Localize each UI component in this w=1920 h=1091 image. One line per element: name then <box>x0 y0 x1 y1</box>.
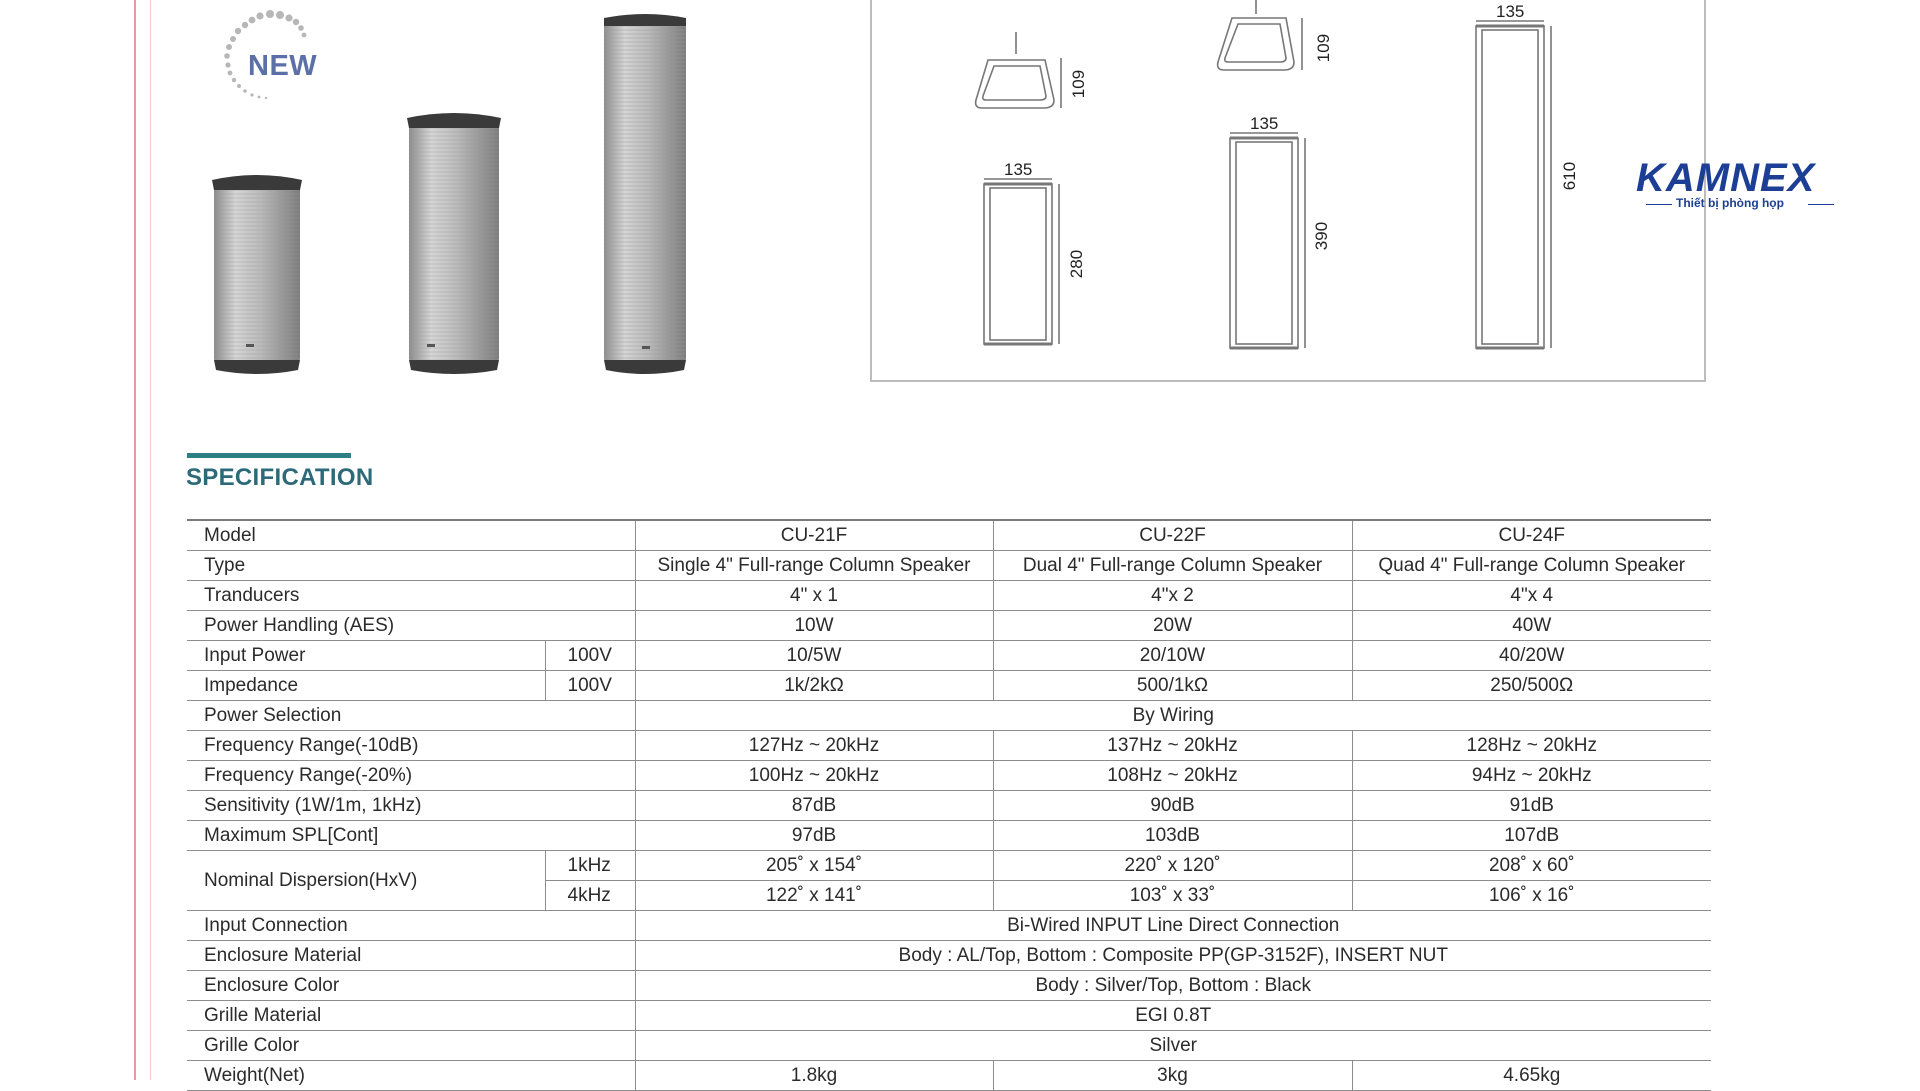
cell-cu21f: 97dB <box>635 821 993 851</box>
row-label: Input Connection <box>187 911 635 941</box>
row-label: Power Selection <box>187 701 635 731</box>
cell-cu24f: 128Hz ~ 20kHz <box>1352 731 1711 761</box>
margin-line <box>134 0 136 1080</box>
cell-cu22f: 90dB <box>993 791 1352 821</box>
row-label: Enclosure Material <box>187 941 635 971</box>
row-label: Frequency Range(-20%) <box>187 761 635 791</box>
table-row <box>187 1001 1711 1031</box>
table-row <box>187 1031 1711 1061</box>
dim-bracket-cu21f: 109 <box>1069 69 1089 99</box>
new-label: NEW <box>248 50 318 82</box>
cell-cu21f: 122˚ x 141˚ <box>635 881 993 911</box>
cell-all-models: Body : AL/Top, Bottom : Composite PP(GP-3152F), INSERT NUT <box>635 941 1711 971</box>
row-label: Maximum SPL[Cont] <box>187 821 635 851</box>
cell-cu24f: Quad 4" Full-range Column Speaker <box>1352 551 1711 581</box>
cell-cu22f: 20/10W <box>993 641 1352 671</box>
cell-cu22f: CU-22F <box>993 520 1352 551</box>
cell-all-models: By Wiring <box>635 701 1711 731</box>
row-label: Grille Color <box>187 1031 635 1061</box>
row-sublabel: 4kHz <box>545 881 635 911</box>
cell-cu24f: 94Hz ~ 20kHz <box>1352 761 1711 791</box>
row-label: Type <box>187 551 635 581</box>
table-row <box>187 520 1711 551</box>
dim-height-cu22f: 390 <box>1312 221 1332 251</box>
cell-cu21f: Single 4" Full-range Column Speaker <box>635 551 993 581</box>
logo-line-right <box>1808 204 1834 205</box>
table-row <box>187 671 1711 701</box>
cell-cu21f: 10/5W <box>635 641 993 671</box>
table-row <box>187 641 1711 671</box>
dim-height-cu21f: 280 <box>1067 249 1087 279</box>
table-row <box>187 761 1711 791</box>
table-row <box>187 581 1711 611</box>
row-label: Enclosure Color <box>187 971 635 1001</box>
cell-cu21f: CU-21F <box>635 520 993 551</box>
table-row <box>187 611 1711 641</box>
logo-tagline: Thiết bị phòng họp <box>1676 196 1784 210</box>
cell-cu21f: 4" x 1 <box>635 581 993 611</box>
speaker-cu24f-image <box>598 12 692 376</box>
table-row <box>187 971 1711 1001</box>
cell-all-models: Body : Silver/Top, Bottom : Black <box>635 971 1711 1001</box>
margin-line-secondary <box>150 0 151 1080</box>
kamnex-logo <box>1636 156 1840 212</box>
row-label: Frequency Range(-10dB) <box>187 731 635 761</box>
cell-cu22f: 108Hz ~ 20kHz <box>993 761 1352 791</box>
logo-line-left <box>1646 204 1672 205</box>
table-row <box>187 821 1711 851</box>
cell-cu24f: 40W <box>1352 611 1711 641</box>
row-sublabel: 1kHz <box>545 851 635 881</box>
cell-cu22f: 220˚ x 120˚ <box>993 851 1352 881</box>
cell-cu22f: 500/1kΩ <box>993 671 1352 701</box>
cell-all-models: EGI 0.8T <box>635 1001 1711 1031</box>
dim-bracket-cu22f: 109 <box>1314 33 1334 63</box>
cell-cu22f: 103dB <box>993 821 1352 851</box>
dim-width-cu21f: 135 <box>1004 160 1033 179</box>
row-sublabel: 100V <box>545 641 635 671</box>
table-row <box>187 1061 1711 1091</box>
row-label: Power Handling (AES) <box>187 611 635 641</box>
table-row <box>187 791 1711 821</box>
spec-heading-bar <box>187 453 351 458</box>
cell-cu24f: 107dB <box>1352 821 1711 851</box>
row-label: Impedance <box>187 671 545 701</box>
cell-cu22f: 4"x 2 <box>993 581 1352 611</box>
table-row <box>187 851 1711 881</box>
cell-cu22f: Dual 4" Full-range Column Speaker <box>993 551 1352 581</box>
cell-cu21f: 100Hz ~ 20kHz <box>635 761 993 791</box>
row-label: Model <box>187 520 635 551</box>
row-label: Grille Material <box>187 1001 635 1031</box>
row-label: Sensitivity (1W/1m, 1kHz) <box>187 791 635 821</box>
row-label: Weight(Net) <box>187 1061 635 1091</box>
cell-cu21f: 1.8kg <box>635 1061 993 1091</box>
cell-cu24f: 91dB <box>1352 791 1711 821</box>
cell-cu24f: 40/20W <box>1352 641 1711 671</box>
cell-cu21f: 87dB <box>635 791 993 821</box>
cell-cu24f: 106˚ x 16˚ <box>1352 881 1711 911</box>
cell-cu21f: 127Hz ~ 20kHz <box>635 731 993 761</box>
spec-table <box>187 519 1711 1091</box>
cell-cu22f: 3kg <box>993 1061 1352 1091</box>
dimension-drawing-box <box>870 0 1706 382</box>
dim-width-cu24f: 135 <box>1496 2 1525 21</box>
table-row <box>187 701 1711 731</box>
table-row <box>187 551 1711 581</box>
new-badge <box>210 6 330 106</box>
dimension-drawings <box>870 0 1706 382</box>
cell-cu21f: 205˚ x 154˚ <box>635 851 993 881</box>
cell-cu22f: 137Hz ~ 20kHz <box>993 731 1352 761</box>
dim-height-cu24f: 610 <box>1560 161 1580 191</box>
table-row <box>187 911 1711 941</box>
row-sublabel: 100V <box>545 671 635 701</box>
row-label: Tranducers <box>187 581 635 611</box>
logo-wordmark: KAMNEX <box>1636 156 1816 200</box>
cell-cu21f: 10W <box>635 611 993 641</box>
row-label: Input Power <box>187 641 545 671</box>
cell-cu24f: 250/500Ω <box>1352 671 1711 701</box>
cell-cu24f: 208˚ x 60˚ <box>1352 851 1711 881</box>
cell-all-models: Silver <box>635 1031 1711 1061</box>
cell-cu24f: CU-24F <box>1352 520 1711 551</box>
table-row <box>187 731 1711 761</box>
cell-all-models: Bi-Wired INPUT Line Direct Connection <box>635 911 1711 941</box>
row-label: Nominal Dispersion(HxV) <box>187 851 545 911</box>
cell-cu24f: 4.65kg <box>1352 1061 1711 1091</box>
cell-cu21f: 1k/2kΩ <box>635 671 993 701</box>
cell-cu22f: 103˚ x 33˚ <box>993 881 1352 911</box>
cell-cu22f: 20W <box>993 611 1352 641</box>
table-row <box>187 941 1711 971</box>
cell-cu24f: 4"x 4 <box>1352 581 1711 611</box>
spec-heading: SPECIFICATION <box>186 464 374 491</box>
speaker-cu22f-image <box>403 110 507 376</box>
dim-width-cu22f: 135 <box>1250 114 1279 133</box>
speaker-cu21f-image <box>208 172 308 376</box>
